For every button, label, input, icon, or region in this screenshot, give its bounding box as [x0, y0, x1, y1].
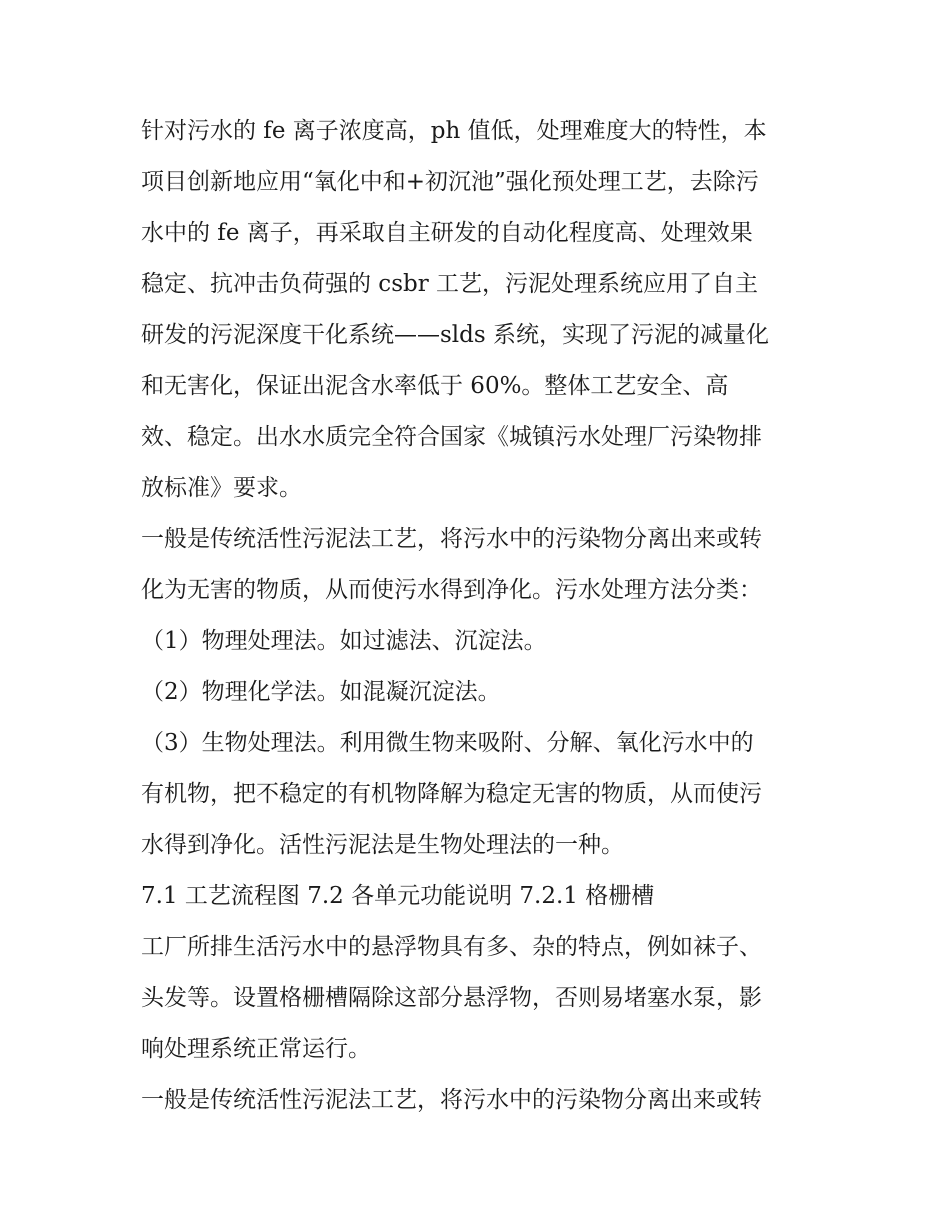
text-line: 一般是传统活性污泥法工艺，将污水中的污染物分离出来或转: [141, 1087, 762, 1113]
text-line: 有机物，把不稳定的有机物降解为稳定无害的物质，从而使污: [141, 781, 762, 807]
text-line: 研发的污泥深度干化系统——slds 系统，实现了污泥的减量化: [141, 322, 769, 348]
section-heading: 7.1 工艺流程图 7.2 各单元功能说明 7.2.1 格栅槽: [141, 883, 655, 909]
text-line: 项目创新地应用“氧化中和+初沉池”强化预处理工艺，去除污: [141, 169, 759, 195]
text-line: 水得到净化。活性污泥法是生物处理法的一种。: [141, 832, 624, 858]
text-line: 响处理系统正常运行。: [141, 1036, 371, 1062]
body-text: [141, 106, 821, 1126]
text-line: 稳定、抗冲击负荷强的 csbr 工艺，污泥处理系统应用了自主: [141, 271, 759, 297]
text-line: 和无害化，保证出泥含水率低于 60%。整体工艺安全、高: [141, 373, 729, 399]
text-line: 放标准》要求。: [141, 475, 302, 501]
list-item: （2）物理化学法。如混凝沉淀法。: [141, 679, 501, 705]
text-line: 一般是传统活性污泥法工艺，将污水中的污染物分离出来或转: [141, 526, 762, 552]
text-line: 水中的 fe 离子，再采取自主研发的自动化程度高、处理效果: [141, 220, 753, 246]
text-line: 针对污水的 fe 离子浓度高，ph 值低，处理难度大的特性，本: [141, 118, 767, 144]
list-item: （3）生物处理法。利用微生物来吸附、分解、氧化污水中的: [141, 730, 754, 756]
text-line: 头发等。设置格栅槽隔除这部分悬浮物，否则易堵塞水泵，影: [141, 985, 762, 1011]
text-line: 工厂所排生活污水中的悬浮物具有多、杂的特点，例如袜子、: [141, 934, 762, 960]
text-line: 效、稳定。出水水质完全符合国家《城镇污水处理厂污染物排: [141, 424, 762, 450]
text-line: 化为无害的物质，从而使污水得到净化。污水处理方法分类：: [141, 577, 762, 603]
list-item: （1）物理处理法。如过滤法、沉淀法。: [141, 628, 547, 654]
